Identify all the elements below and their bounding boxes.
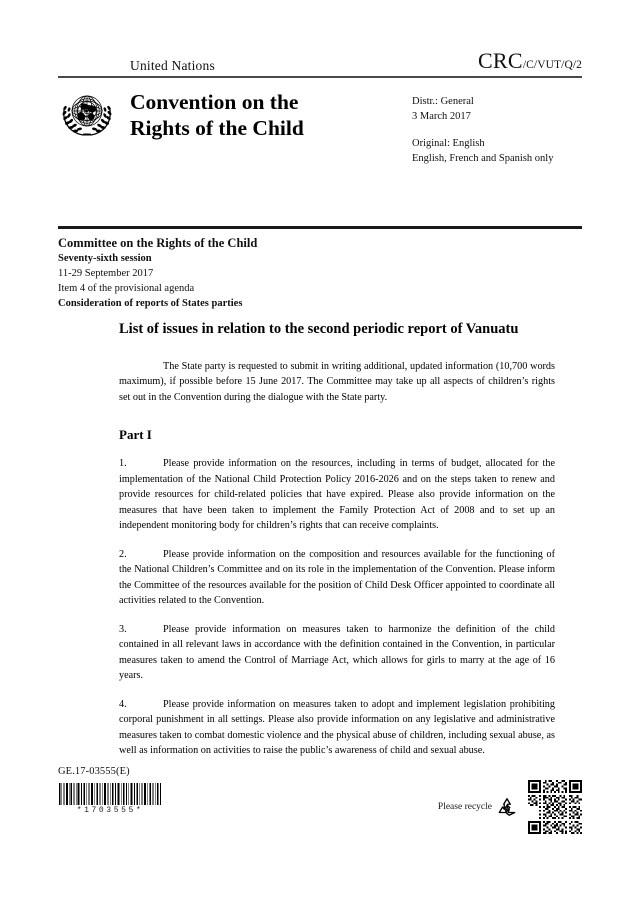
masthead-body-row [58, 78, 582, 167]
distribution-spacer [412, 125, 582, 137]
paragraph-number: 3. [119, 623, 127, 635]
convention-title-line1: Convention on the [130, 90, 299, 114]
recycle-icon [496, 796, 518, 818]
paragraph-text: Please provide information on measures taken to adopt and implement legislation prohibiting corporal punishment in all settings. Please also provide information on any legislative and administrative measures taken to combat domestic violence and the physical abuse of children, including sexual abuse, as well as information on activities to raise the public’s awareness of child and sexual abuse. [119, 698, 555, 757]
paragraph-text: Please provide information on the composition and resources available for the functioning of the National Children’s Committee and on its role in the implementation of the Convention. Please inform the Committee of the resources available for the position of Child Desk Officer appointed to coordinate all activities related to the Convention. [119, 548, 555, 607]
document-symbol-main: CRC [477, 48, 523, 73]
available-languages: English, French and Spanish only [412, 152, 554, 164]
masthead [58, 48, 582, 167]
convention-title-line2: Rights of the Child [130, 116, 304, 141]
committee-session: Seventy-sixth session [58, 253, 152, 265]
organization-name: United Nations [130, 58, 215, 73]
masthead-top-row [58, 48, 582, 76]
numbered-paragraph [119, 622, 555, 684]
paragraph-text: Please provide information on the resources, including in terms of budget, allocated for the implementation of the National Child Protection Policy 2016-2026 and on the steps taken to renew and provide resources for child-related policies that have expired. Please also provide information on the measures that have been taken to implement the Family Protection Act of 2008 and to set up an independent monitoring body for children’s rights that can receive complaints. [119, 458, 555, 532]
document-body [119, 320, 555, 769]
document-symbol [478, 48, 582, 74]
barcode-container [58, 783, 162, 815]
emblem-container [58, 87, 130, 141]
committee-dates: 11-29 September 2017 [58, 268, 154, 280]
paragraph-number: 2. [119, 548, 127, 560]
page-title: List of issues in relation to the second periodic report of Vanuatu [119, 321, 519, 337]
qr-code [528, 780, 582, 834]
barcode-number: *1703555* [76, 806, 144, 815]
paragraph-number: 1. [119, 458, 127, 470]
committee-block [58, 235, 582, 312]
distribution-label: Distr.: General [412, 96, 474, 107]
paragraph-number: 4. [119, 698, 127, 710]
numbered-paragraph [119, 697, 555, 759]
un-emblem [58, 89, 116, 141]
distribution-date: 3 March 2017 [412, 110, 471, 122]
footer-right-group [438, 780, 582, 834]
distribution-block [412, 87, 582, 167]
lead-paragraph: The State party is requested to submit in writing additional, updated information (10,700 words maximum), if possible before 15 June 2017. The Committee may take up all aspects of children’s rights set out in the Convention during the dialogue with the State party. [119, 360, 555, 403]
barcode-icon [58, 783, 162, 805]
numbered-paragraph [119, 547, 555, 609]
part-heading: Part I [119, 427, 152, 443]
original-language: Original: English [412, 137, 485, 149]
agenda-item: Item 4 of the provisional agenda [58, 283, 195, 295]
document-symbol-sub: /C/VUT/Q/2 [522, 59, 582, 71]
paragraph-text: Please provide information on measures taken to harmonize the definition of the child contained in all relevant laws in accordance with the definition contained in the Convention, in particular measures taken to amend the Control of Marriage Act, which allows for girls to marry at the age of 16 years. [119, 623, 555, 682]
ge-document-code: GE.17-03555(E) [58, 766, 130, 777]
recycle-label: Please recycle [437, 802, 492, 812]
section-divider [58, 226, 582, 229]
numbered-paragraph [119, 456, 555, 534]
convention-title [130, 87, 412, 141]
page-footer [58, 766, 582, 815]
agenda-topic: Consideration of reports of States parties [58, 297, 243, 309]
committee-name: Committee on the Rights of the Child [58, 236, 258, 250]
